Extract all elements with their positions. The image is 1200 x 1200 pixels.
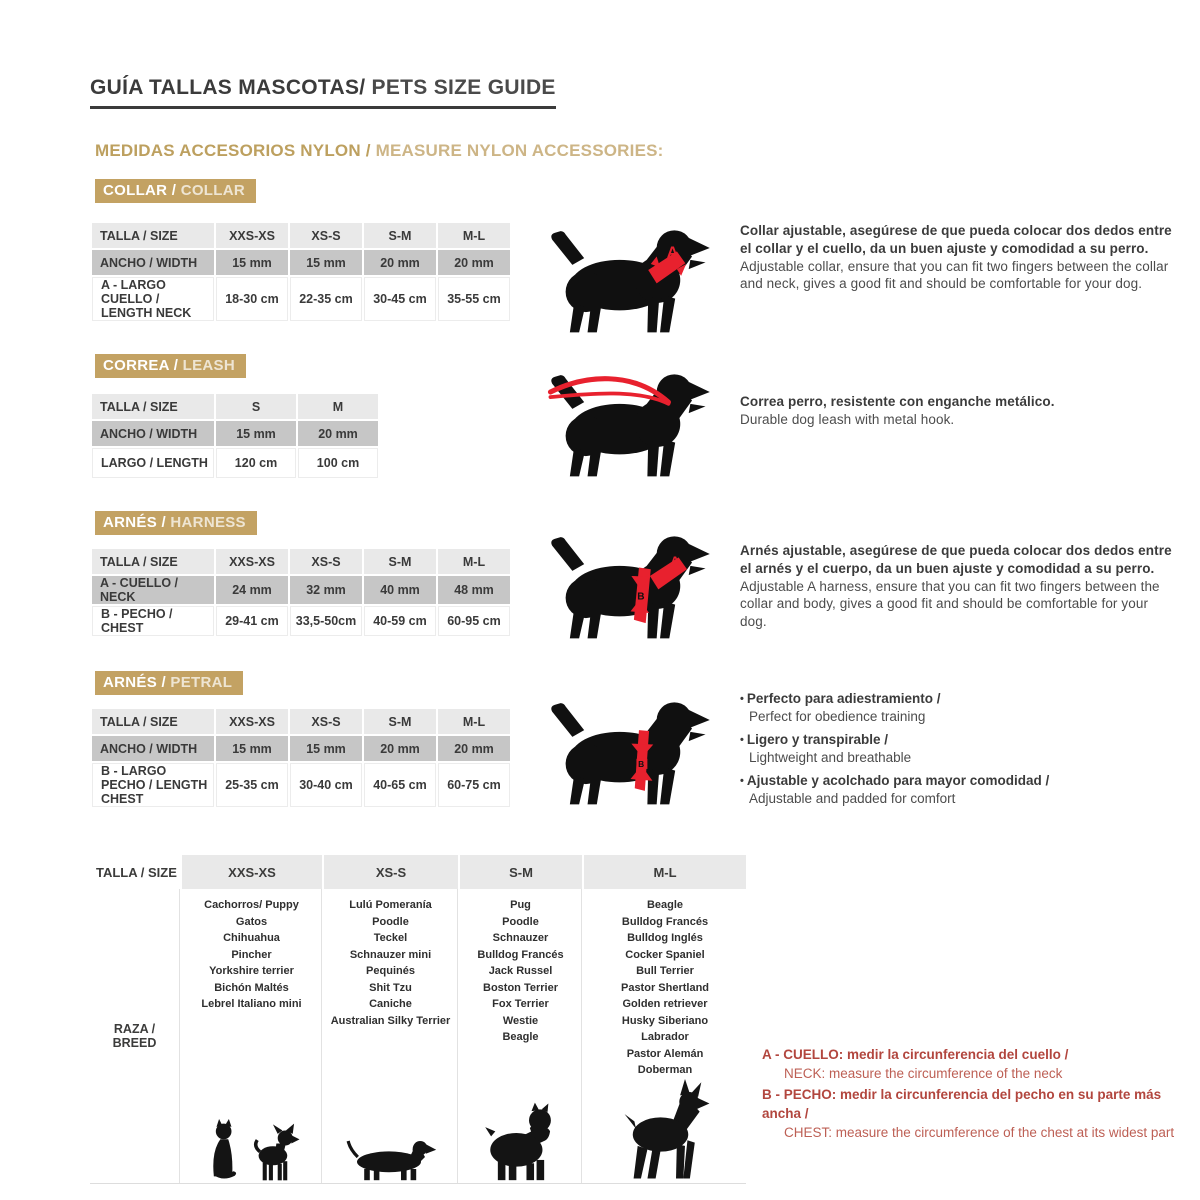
header-cell: M <box>298 394 378 419</box>
breed-item: Beagle <box>646 899 684 911</box>
header-cell: M-L <box>438 223 510 248</box>
header-cell: S-M <box>460 855 582 889</box>
harness-letter-a: A <box>670 553 680 569</box>
section-badge-leash <box>95 354 246 378</box>
table-row <box>92 223 510 248</box>
breed-item: Australian Silky Terrier <box>330 1014 451 1027</box>
note-b-en: CHEST: measure the circumference of the chest at its widest part <box>784 1124 1175 1140</box>
size-cell: 20 mm <box>364 736 436 761</box>
collar-letter-a: A <box>666 244 679 262</box>
note-item <box>762 1086 1182 1143</box>
breed-item: Chihuahua <box>223 932 280 944</box>
table-row <box>92 709 510 734</box>
table-row <box>92 763 510 807</box>
row-label: ANCHO / WIDTH <box>92 250 214 275</box>
size-cell: 30-40 cm <box>290 763 362 807</box>
bullet-en: Perfect for obedience training <box>749 708 926 724</box>
dog-leash-illustration <box>538 360 718 478</box>
leash-description <box>740 393 1176 429</box>
table-row <box>92 448 378 478</box>
header-cell: XS-S <box>290 549 362 574</box>
breed-item: Caniche <box>369 998 412 1010</box>
breed-list <box>331 897 451 1029</box>
table-row <box>92 277 510 321</box>
size-cell: 60-75 cm <box>438 763 510 807</box>
dachshund-icon <box>336 1133 446 1181</box>
size-cell: 32 mm <box>290 576 362 604</box>
harness-description <box>740 542 1176 631</box>
breed-item: Bulldog Francés <box>477 948 564 961</box>
measurement-notes <box>762 1046 1182 1144</box>
row-label: ANCHO / WIDTH <box>92 421 214 446</box>
bullet-item <box>740 731 1170 766</box>
row-label: LARGO / LENGTH <box>92 448 214 478</box>
size-cell: 20 mm <box>438 250 510 275</box>
size-cell: 15 mm <box>290 736 362 761</box>
harness-desc-en: Adjustable A harness, ensure that you can fit two fingers between the collar and body, gives a good fit and should be comfortable for your dog. <box>740 578 1160 630</box>
breed-table-header <box>90 855 746 889</box>
size-cell: 30-45 cm <box>364 277 436 321</box>
bullet-es: • Ajustable y acolchado para mayor comodidad / <box>740 772 1170 790</box>
badge-leash-en: LEASH <box>182 357 235 374</box>
breed-item: Pastor Alemán <box>626 1047 704 1060</box>
page-subtitle <box>95 141 664 161</box>
header-cell: S-M <box>364 549 436 574</box>
bullet-item <box>740 690 1170 725</box>
table-row <box>92 736 510 761</box>
breed-item: Lebrel Italiano mini <box>201 998 302 1010</box>
size-cell: 20 mm <box>438 736 510 761</box>
header-cell: XS-S <box>290 223 362 248</box>
schnauzer-icon <box>481 1101 561 1181</box>
table-row <box>92 421 378 446</box>
header-cell: M-L <box>584 855 746 889</box>
collar-desc-en: Adjustable collar, ensure that you can fit two fingers between the collar and neck, gives a good fit and should be comfortable for your dog. <box>740 258 1169 292</box>
row-label: A - CUELLO / NECK <box>92 576 214 604</box>
note-a-es: A - CUELLO: medir la circunferencia del cuello / <box>762 1047 1069 1062</box>
breed-item: Westie <box>502 1014 539 1027</box>
size-cell: 48 mm <box>438 576 510 604</box>
breed-item: Gatos <box>235 915 268 928</box>
petral-letter-b: B <box>638 759 645 770</box>
breed-item: Bulldog Inglés <box>627 932 703 944</box>
dog-harness-illustration <box>538 522 718 640</box>
size-cell: 29-41 cm <box>216 606 288 636</box>
breed-item: Poodle <box>502 915 539 928</box>
badge-leash-es: CORREA / <box>103 357 183 374</box>
header-cell: S-M <box>364 223 436 248</box>
breed-item: Fox Terrier <box>492 998 549 1010</box>
size-cell: 25-35 cm <box>216 763 288 807</box>
note-item <box>762 1046 1182 1084</box>
row-label: B - PECHO / CHEST <box>92 606 214 636</box>
page-title-es: GUÍA TALLAS MASCOTAS/ <box>90 76 366 99</box>
size-cell: 40 mm <box>364 576 436 604</box>
breed-item: Teckel <box>373 932 408 944</box>
cat-icon <box>202 1119 244 1181</box>
section-badge-petral <box>95 671 243 695</box>
chihuahua-icon <box>250 1123 302 1181</box>
breed-item: Labrador <box>641 1031 689 1043</box>
collar-size-table <box>90 221 512 323</box>
harness-size-table <box>90 547 512 638</box>
badge-petral-en: PETRAL <box>170 674 233 691</box>
breed-cell-xs-s <box>324 889 458 1183</box>
table-row <box>92 606 510 636</box>
breed-item: Husky Siberiano <box>621 1014 709 1027</box>
size-cell: 24 mm <box>216 576 288 604</box>
header-cell: TALLA / SIZE <box>92 709 214 734</box>
row-label: B - LARGO PECHO / LENGTH CHEST <box>92 763 214 807</box>
size-cell: 20 mm <box>364 250 436 275</box>
breed-list <box>201 897 301 1013</box>
page-subtitle-es: MEDIDAS ACCESORIOS NYLON / <box>95 141 376 160</box>
doberman-icon <box>618 1079 712 1181</box>
dog-collar-illustration <box>538 216 718 334</box>
bullet-es: • Perfecto para adiestramiento / <box>740 690 1170 708</box>
note-a-en: NECK: measure the circumference of the neck <box>784 1065 1063 1081</box>
breed-item: Shit Tzu <box>369 981 412 994</box>
breed-list <box>477 897 563 1046</box>
harness-letter-b: B <box>637 591 645 603</box>
row-label: A - LARGO CUELLO / LENGTH NECK <box>92 277 214 321</box>
header-cell: XXS-XS <box>216 709 288 734</box>
breed-item: Schnauzer <box>492 932 549 944</box>
dog-petral-illustration <box>538 688 718 806</box>
table-row <box>92 394 378 419</box>
bullet-en: Adjustable and padded for comfort <box>749 790 956 806</box>
header-cell: TALLA / SIZE <box>90 855 180 889</box>
breed-item: Bull Terrier <box>636 965 694 977</box>
breed-item: Pincher <box>231 948 272 961</box>
size-cell: 120 cm <box>216 448 296 478</box>
header-cell: M-L <box>438 709 510 734</box>
animal-silhouettes <box>336 1133 446 1183</box>
size-cell: 22-35 cm <box>290 277 362 321</box>
breed-item: Boston Terrier <box>483 981 558 994</box>
size-cell: 100 cm <box>298 448 378 478</box>
table-row <box>92 250 510 275</box>
petral-bullets <box>740 690 1170 813</box>
breed-item: Pug <box>510 899 531 911</box>
header-cell: M-L <box>438 549 510 574</box>
collar-description <box>740 222 1176 293</box>
row-label: ANCHO / WIDTH <box>92 736 214 761</box>
breed-item: Yorkshire terrier <box>209 965 294 977</box>
breed-item: Poodle <box>372 915 409 928</box>
leash-size-table <box>90 392 380 480</box>
badge-collar-es: COLLAR / <box>103 182 181 199</box>
badge-harness-en: HARNESS <box>170 514 246 531</box>
breed-item: Pastor Shertland <box>620 981 710 994</box>
breed-item: Jack Russel <box>488 965 553 977</box>
header-cell: TALLA / SIZE <box>92 394 214 419</box>
breed-item: Doberman <box>637 1064 693 1076</box>
animal-silhouettes <box>618 1079 712 1183</box>
breed-item: Lulú Pomeranía <box>349 899 432 911</box>
animal-silhouettes <box>481 1101 561 1183</box>
animal-silhouettes <box>202 1119 302 1183</box>
header-cell: S-M <box>364 709 436 734</box>
page-subtitle-en: MEASURE NYLON ACCESSORIES: <box>375 141 664 160</box>
breed-item: Schnauzer mini <box>349 948 432 961</box>
size-cell: 35-55 cm <box>438 277 510 321</box>
bullet-item <box>740 772 1170 807</box>
header-cell: XXS-XS <box>216 549 288 574</box>
badge-harness-es: ARNÉS / <box>103 514 171 531</box>
breed-item: Bichón Maltés <box>214 981 289 994</box>
size-cell: 40-65 cm <box>364 763 436 807</box>
leash-desc-en: Durable dog leash with metal hook. <box>740 411 955 427</box>
header-cell: XS-S <box>324 855 458 889</box>
size-cell: 60-95 cm <box>438 606 510 636</box>
size-cell: 20 mm <box>298 421 378 446</box>
breed-cell-xxs-xs <box>182 889 322 1183</box>
note-b-es: B - PECHO: medir la circunferencia del pecho en su parte más ancha / <box>762 1086 1162 1121</box>
bullet-en: Lightweight and breathable <box>749 749 912 765</box>
badge-collar-en: COLLAR <box>180 182 245 199</box>
header-cell: XXS-XS <box>216 223 288 248</box>
badge-petral-es: ARNÉS / <box>103 674 171 691</box>
size-cell: 15 mm <box>216 250 288 275</box>
size-cell: 15 mm <box>216 421 296 446</box>
breed-table-body <box>90 889 746 1184</box>
breed-row-label: RAZA / BREED <box>90 889 180 1183</box>
section-badge-harness <box>95 511 257 535</box>
breed-list <box>621 897 709 1079</box>
table-row <box>92 549 510 574</box>
header-cell: TALLA / SIZE <box>92 549 214 574</box>
size-cell: 18-30 cm <box>216 277 288 321</box>
header-cell: XS-S <box>290 709 362 734</box>
breed-cell-m-l <box>584 889 746 1183</box>
table-row <box>92 576 510 604</box>
petral-size-table <box>90 707 512 809</box>
breed-item: Pequinés <box>366 965 415 977</box>
breed-item: Golden retriever <box>622 998 708 1010</box>
size-cell: 15 mm <box>216 736 288 761</box>
header-cell: XXS-XS <box>182 855 322 889</box>
breed-item: Bulldog Francés <box>621 915 709 928</box>
breed-cell-s-m <box>460 889 582 1183</box>
size-cell: 40-59 cm <box>364 606 436 636</box>
breed-item: Cachorros/ Puppy <box>204 899 299 911</box>
page-title-en: PETS SIZE GUIDE <box>365 76 556 99</box>
header-cell: S <box>216 394 296 419</box>
harness-desc-es: Arnés ajustable, asegúrese de que pueda colocar dos dedos entre el arnés y el cuerpo, da un buen ajuste y comodidad a su perro. <box>740 543 1172 576</box>
leash-desc-es: Correa perro, resistente con enganche metálico. <box>740 394 1055 409</box>
collar-desc-es: Collar ajustable, asegúrese de que pueda colocar dos dedos entre el collar y el cuello, da un buen ajuste y comodidad a su perro. <box>740 223 1172 256</box>
breed-item: Beagle <box>502 1031 539 1043</box>
size-cell: 33,5-50cm <box>290 606 362 636</box>
header-cell: TALLA / SIZE <box>92 223 214 248</box>
page-title <box>90 76 556 109</box>
size-cell: 15 mm <box>290 250 362 275</box>
breed-table <box>90 855 746 1184</box>
bullet-es: • Ligero y transpirable / <box>740 731 1170 749</box>
breed-item: Cocker Spaniel <box>625 948 705 961</box>
section-badge-collar <box>95 179 256 203</box>
